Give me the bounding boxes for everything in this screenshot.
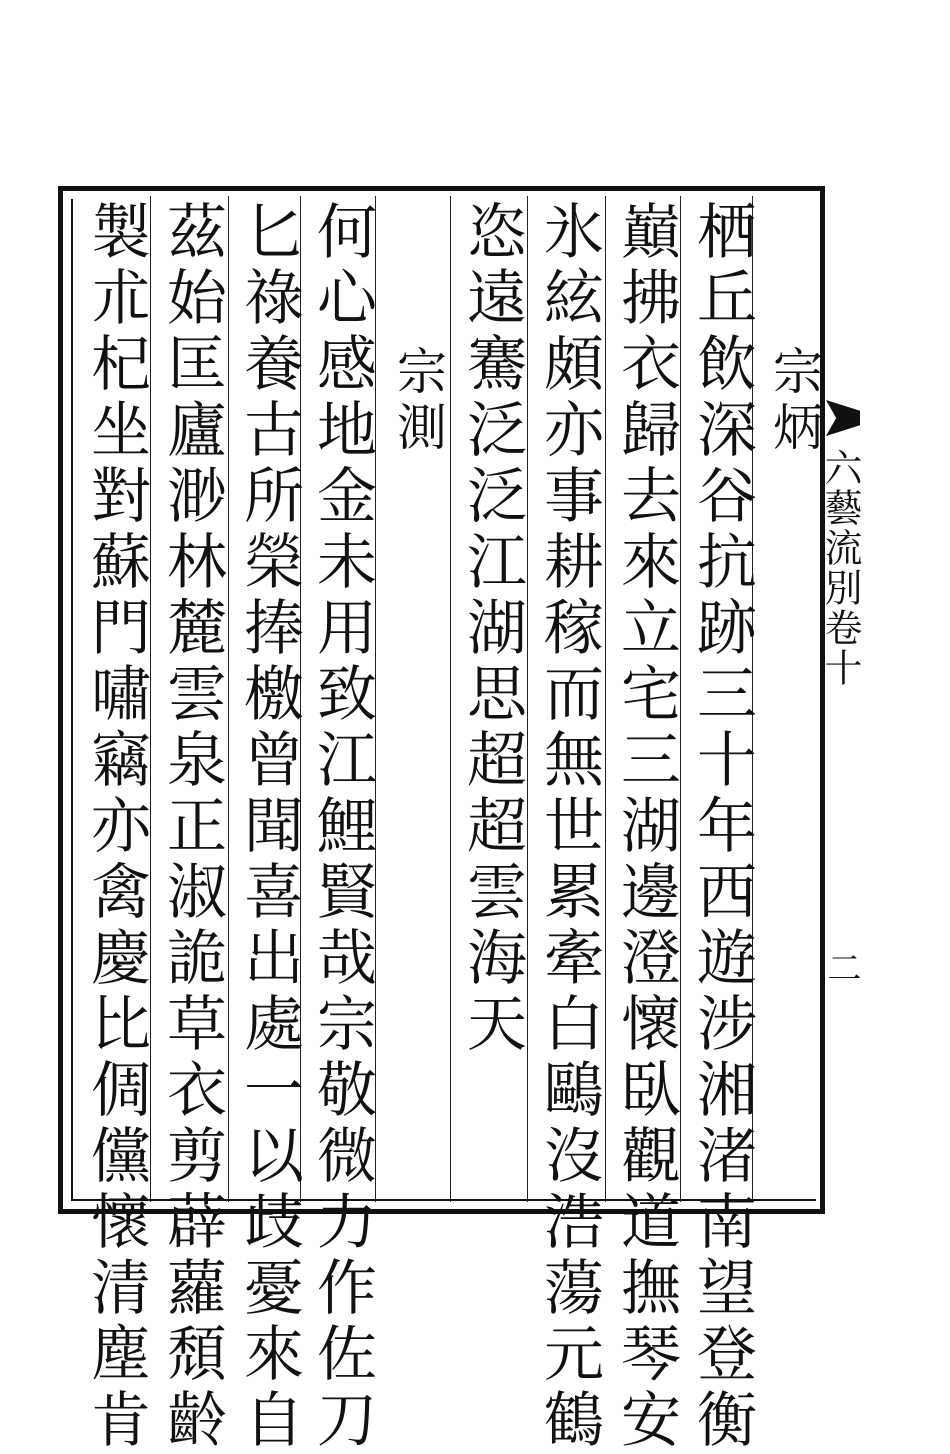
text-column: 匕祿養古所榮捧檄曾聞喜出處一以歧憂來自 <box>234 200 304 1454</box>
text-column: 製朮杞坐對蘇門嘯竊亦禽慶比倜儻懷清塵肯 <box>81 200 151 1454</box>
margin-title: 六藝流別卷十 <box>818 448 862 688</box>
text-column: 茲始匡廬渺林麓雲泉正淑詭草衣剪薜蘿頹齡 <box>157 200 227 1454</box>
text-column: 巔拂衣歸去來立宅三湖邊澄懷臥觀道撫琴安 <box>611 200 681 1454</box>
column-rule <box>228 196 229 1202</box>
column-rule <box>605 196 606 1202</box>
text-column: 栖丘飲深谷抗跡三十年西遊涉湘渚南望登衡 <box>687 200 757 1454</box>
heading-zong-bing: 宗炳 <box>765 345 823 457</box>
margin-page-number: 二 <box>821 950 861 984</box>
text-column: 何心感地金未用致江鯉賢哉宗敬微力作佐刀 <box>307 200 377 1454</box>
text-column: 氷絃頗亦事耕稼而無世累牽白鷗沒浩蕩元鶴 <box>534 200 604 1454</box>
text-column: 恣遠騫泛泛江湖思超超雲海天 <box>457 200 527 1058</box>
heading-zong-ce: 宗測 <box>389 345 447 457</box>
